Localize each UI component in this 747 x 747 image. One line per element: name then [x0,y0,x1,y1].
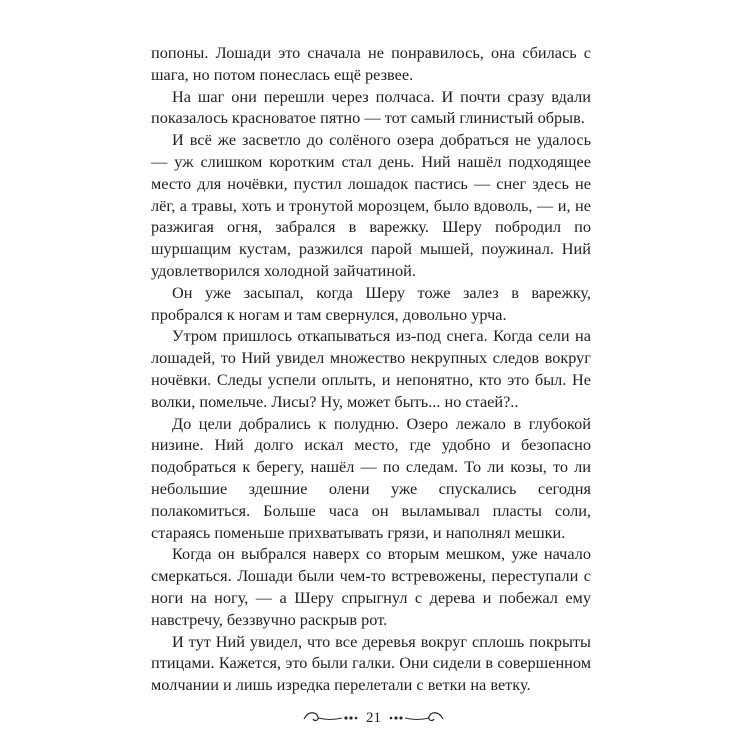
paragraph-3: И всё же засветло до солёного озера добраться не удалось — уж слишком коротким стал день. Ний нашёл подходящее место для ночёвки, пустил лошадок пастись — снег здесь не лёг, а травы, хоть и тронутой морозцем, было вдоволь, — и, не разжигая огня, забрался в варежку. Шеру побродил по шуршащим кустам, разжился парой мышей, поужинал. Ний удовлетворился холодной зайчатиной. [151,130,591,280]
paragraph-2: На шаг они перешли через полчаса. И почти сразу вдали показалось красноватое пятно — тот самый глинистый обрыв. [151,86,591,128]
paragraph-1: попоны. Лошади это сначала не понравилось, она сбилась с шага, но потом понеслась ещё резвее. [151,43,591,84]
page-number: 21 [366,709,381,726]
right-ornament-icon [389,708,447,728]
paragraph-4: Он уже засыпал, когда Шеру тоже залез в варежку, пробрался к ногам и там свернулся, довольно урча. [151,282,591,324]
left-ornament-icon [300,708,358,728]
body-text [151,42,591,696]
page-footer [0,706,747,730]
paragraph-6: До цели добрались к полудню. Озеро лежало в глубокой низине. Ний долго искал место, где удобно и безопасно подобраться к берегу, нашёл — по следам. То ли козы, то ли небольшие здешние олени уже спускались сегодня полакомиться. Больше часа он выламывал пласты соли, стараясь поменьше прихватывать грязи, и наполнял мешки. [151,413,591,542]
paragraph-7: Когда он выбрался наверх со вторым мешком, уже начало смеркаться. Лошади были чем-то встревожены, переступали с ноги на ногу, — а Шеру спрыгнул с дерева и побежал ему навстречу, беззвучно раскрыв рот. [151,544,591,629]
paragraph-8: И тут Ний увидел, что все деревья вокруг сплошь покрыты птицами. Кажется, это были галки. Они сидели в совершенном молчании и лишь изредка перелетали с ветки на ветку. [151,631,591,695]
paragraph-5: Утром пришлось откапываться из-под снега. Когда сели на лошадей, то Ний увидел множество некрупных следов вокруг ночёвки. Следы успели оплыть, и непонятно, кто это был. Не волки, помельче. Лисы? Ну, может быть... но стаей?.. [151,326,591,411]
